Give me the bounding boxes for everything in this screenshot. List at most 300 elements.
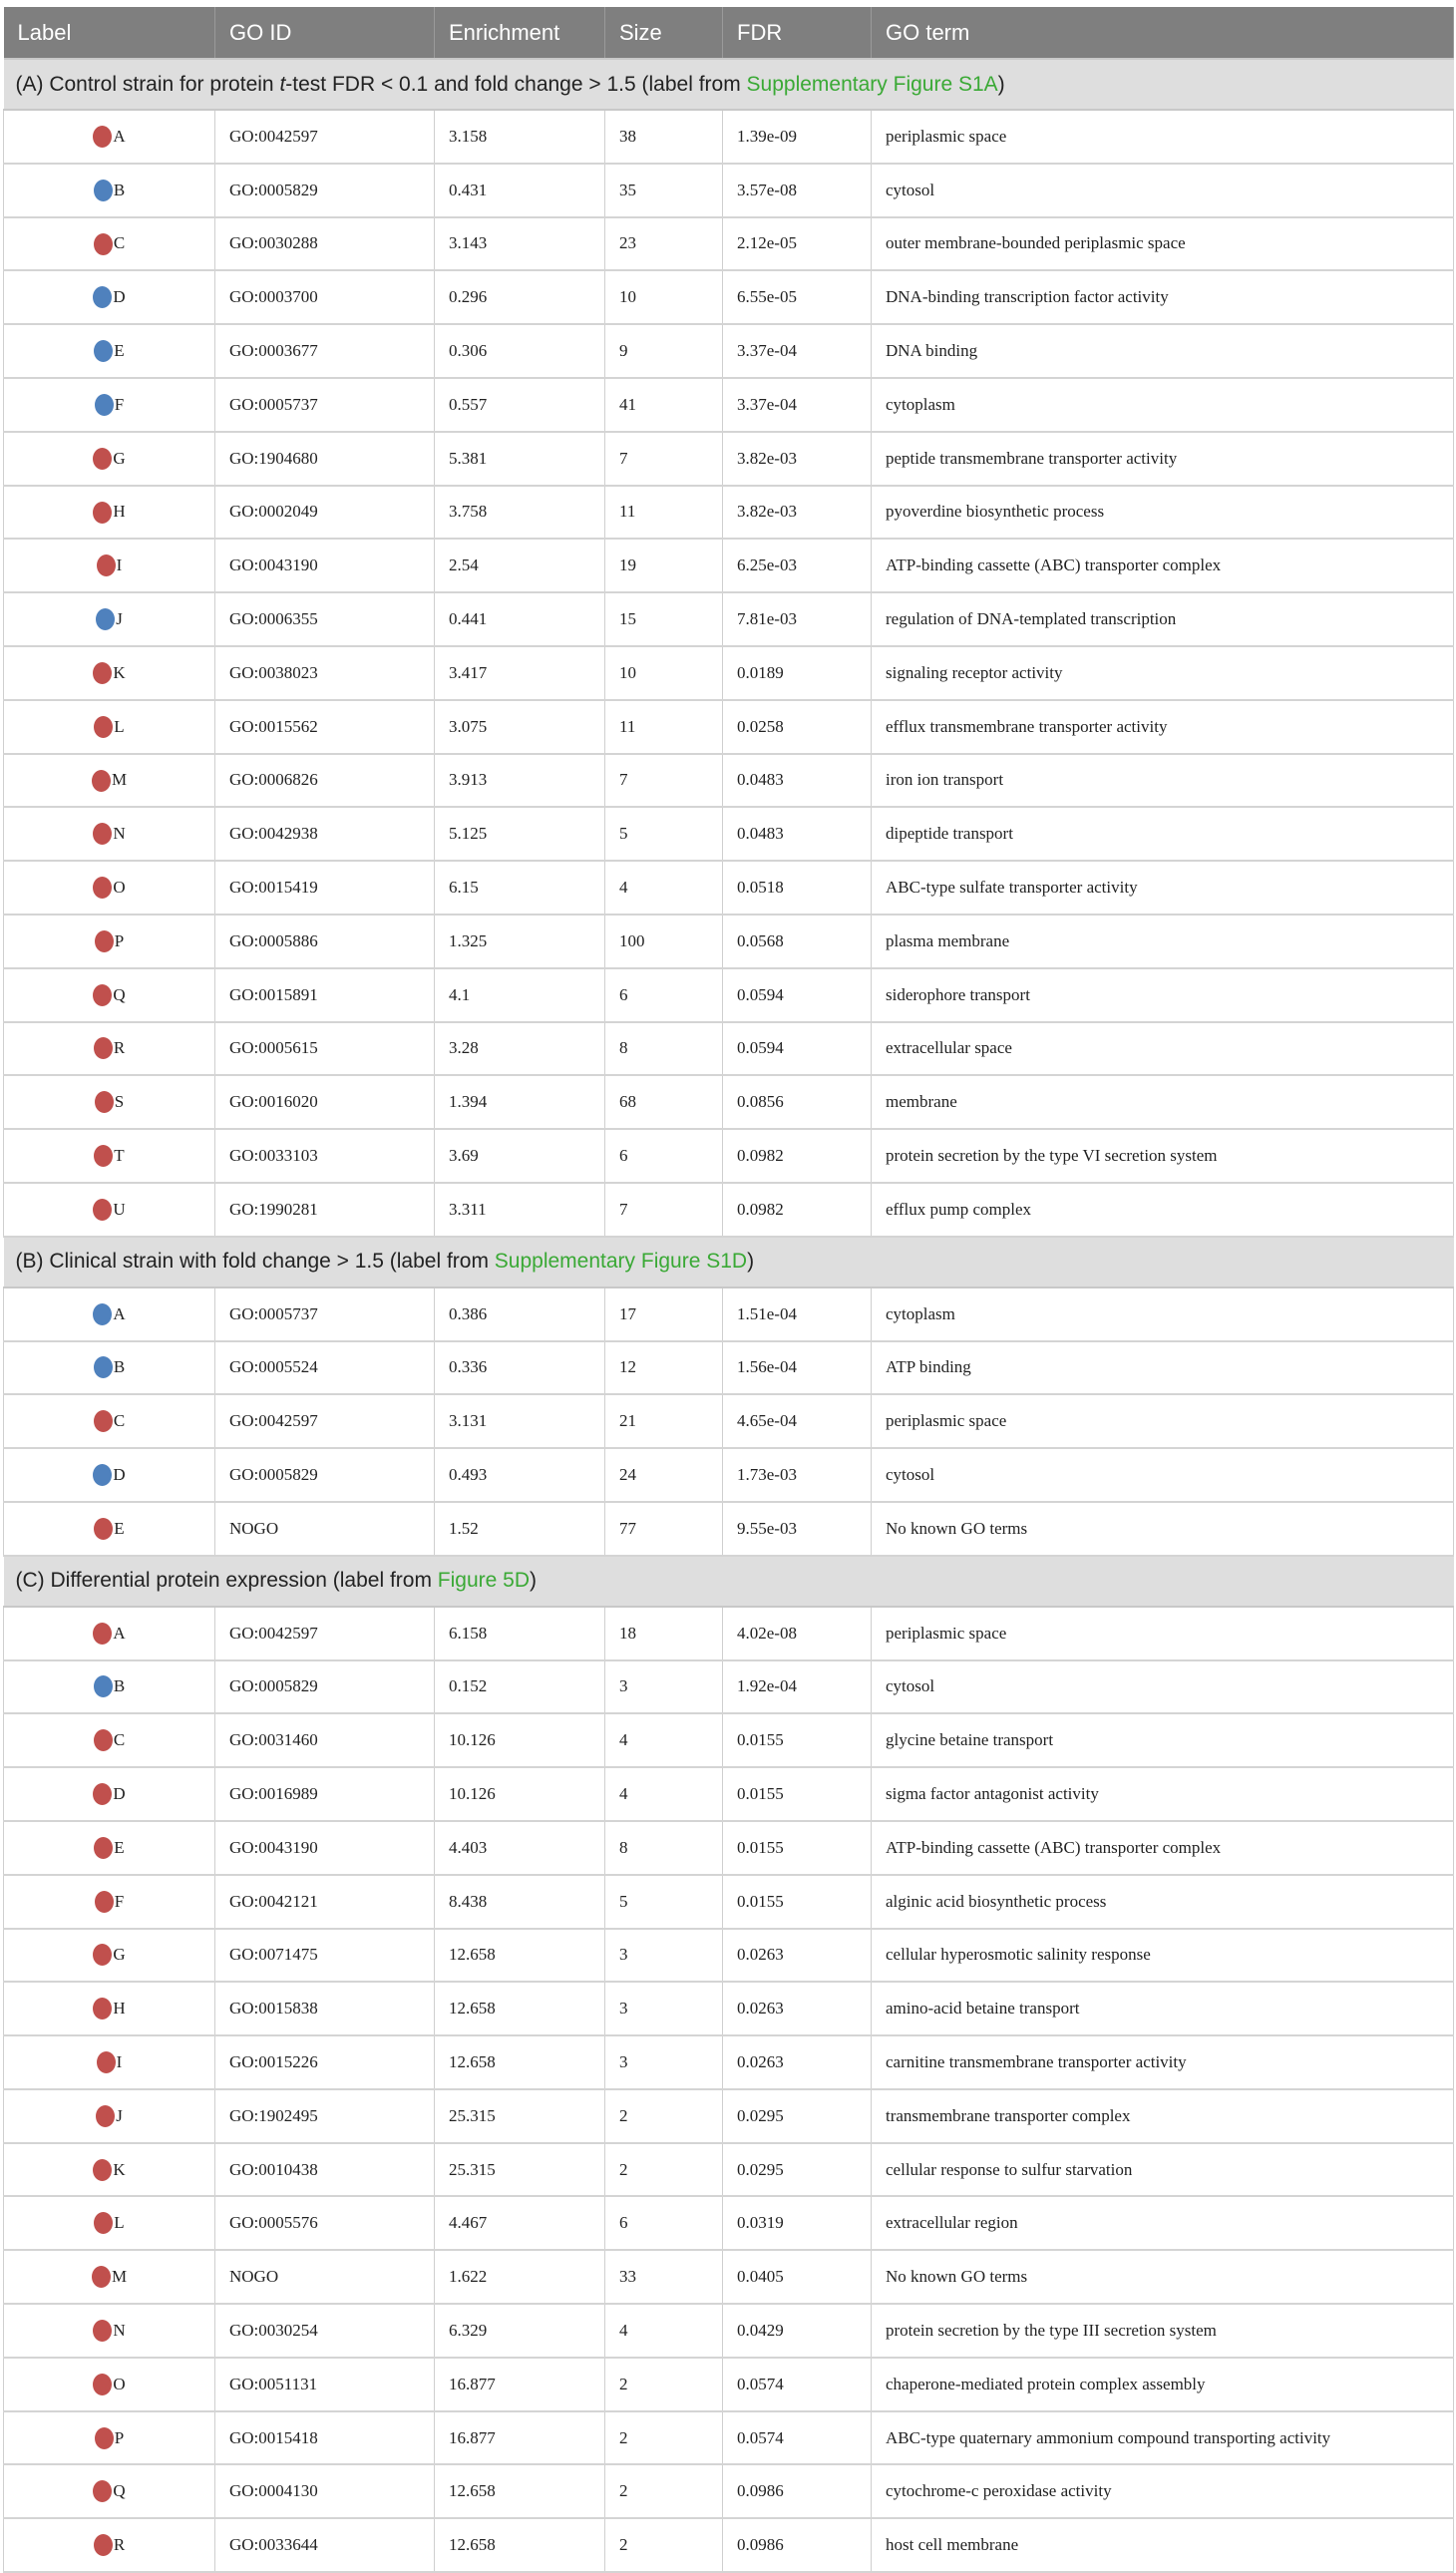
size-cell: 38 [605,110,723,164]
go-term-cell: No known GO terms [872,1502,1454,1556]
row-label: O [113,2374,126,2393]
row-label: P [114,2427,125,2447]
enrichment-cell: 3.158 [435,110,605,164]
row-label: J [116,2105,123,2125]
red-circle-icon [92,2266,111,2288]
size-cell: 9 [605,324,723,378]
enrichment-cell: 12.658 [435,2518,605,2572]
red-circle-icon [94,1729,113,1751]
enrichment-cell: 0.152 [435,1660,605,1714]
figure-link[interactable]: Supplementary Figure S1A [746,72,998,96]
fdr-cell: 0.0856 [723,1075,872,1129]
go-id-cell: GO:0015226 [215,2035,435,2089]
red-circle-icon [93,1199,112,1221]
section-title-prefix: (B) Clinical strain with fold change > 1.5 (label from [15,1250,495,1274]
fdr-cell: 0.0483 [723,807,872,861]
row-label: K [113,2159,126,2179]
go-id-cell: GO:0030254 [215,2304,435,2358]
table-row [4,539,1454,592]
table-row [4,700,1454,754]
go-id-cell: GO:0005829 [215,164,435,217]
go-id-cell: GO:0015562 [215,700,435,754]
enrichment-cell: 1.394 [435,1075,605,1129]
label-cell [4,1713,215,1767]
row-label: B [113,1676,126,1696]
fdr-cell: 0.0429 [723,2304,872,2358]
blue-circle-icon [93,1464,112,1486]
go-id-cell: GO:0038023 [215,646,435,700]
go-id-cell: GO:0042938 [215,807,435,861]
row-label: I [116,555,123,575]
row-label: P [114,930,125,950]
size-cell: 68 [605,1075,723,1129]
go-term-cell: plasma membrane [872,915,1454,968]
label-cell [4,646,215,700]
fdr-cell: 3.82e-03 [723,486,872,540]
enrichment-cell: 0.386 [435,1287,605,1341]
size-cell: 24 [605,1448,723,1502]
blue-circle-icon [96,608,115,630]
fdr-cell: 0.0258 [723,700,872,754]
go-id-cell: GO:0005829 [215,1448,435,1502]
fdr-cell: 0.0295 [723,2143,872,2197]
label-cell [4,2518,215,2572]
fdr-cell: 1.92e-04 [723,1660,872,1714]
go-term-cell: ATP-binding cassette (ABC) transporter complex [872,1821,1454,1875]
row-label: M [111,770,128,790]
size-cell: 7 [605,1183,723,1237]
row-label: F [114,1891,125,1911]
enrichment-cell: 0.306 [435,324,605,378]
label-cell [4,1341,215,1395]
table-row [4,164,1454,217]
go-id-cell: GO:1990281 [215,1183,435,1237]
label-cell [4,539,215,592]
go-id-cell: NOGO [215,2250,435,2304]
fdr-cell: 0.0594 [723,968,872,1022]
label-cell [4,1982,215,2035]
fdr-cell: 0.0483 [723,754,872,808]
go-id-cell: GO:0005737 [215,1287,435,1341]
go-term-cell: regulation of DNA-templated transcription [872,592,1454,646]
row-label: H [113,502,126,522]
go-id-cell: GO:0002049 [215,486,435,540]
enrichment-cell: 4.467 [435,2196,605,2250]
row-label: I [116,2052,123,2072]
size-cell: 23 [605,217,723,271]
fdr-cell: 0.0295 [723,2089,872,2143]
fdr-cell: 0.0263 [723,1982,872,2035]
enrichment-cell: 12.658 [435,1929,605,1983]
size-cell: 19 [605,539,723,592]
fdr-cell: 1.51e-04 [723,1287,872,1341]
row-label: D [113,287,126,307]
label-cell [4,592,215,646]
row-label: C [113,1730,126,1750]
label-cell [4,1502,215,1556]
table-row [4,915,1454,968]
enrichment-cell: 25.315 [435,2143,605,2197]
row-label: A [113,1303,126,1323]
go-term-cell: transmembrane transporter complex [872,2089,1454,2143]
label-cell [4,486,215,540]
blue-circle-icon [95,394,114,416]
fdr-cell: 7.81e-03 [723,592,872,646]
row-label: U [113,1199,126,1219]
go-id-cell: GO:0051131 [215,2358,435,2411]
blue-circle-icon [94,1356,113,1378]
enrichment-cell: 3.143 [435,217,605,271]
red-circle-icon [93,823,112,845]
table-row [4,1502,1454,1556]
label-cell [4,915,215,968]
go-term-cell: sigma factor antagonist activity [872,1767,1454,1821]
size-cell: 8 [605,1022,723,1076]
go-id-cell: GO:0015838 [215,1982,435,2035]
red-circle-icon [93,448,112,470]
table-row [4,1129,1454,1183]
red-circle-icon [93,1998,112,2020]
go-id-cell: GO:0015891 [215,968,435,1022]
enrichment-cell: 5.381 [435,432,605,486]
go-term-cell: outer membrane-bounded periplasmic space [872,217,1454,271]
size-cell: 7 [605,754,723,808]
table-row [4,1022,1454,1076]
row-label: S [114,1092,125,1112]
size-cell: 3 [605,1660,723,1714]
go-id-cell: GO:0042597 [215,1607,435,1660]
go-term-cell: ATP binding [872,1341,1454,1395]
enrichment-cell: 0.336 [435,1341,605,1395]
red-circle-icon [95,2427,114,2449]
label-cell [4,1821,215,1875]
fdr-cell: 0.0319 [723,2196,872,2250]
table-row [4,1341,1454,1395]
fdr-cell: 1.39e-09 [723,110,872,164]
size-cell: 35 [605,164,723,217]
go-term-cell: cellular response to sulfur starvation [872,2143,1454,2197]
row-label: C [113,1411,126,1431]
fdr-cell: 0.0594 [723,1022,872,1076]
row-label: K [113,662,126,682]
section-title-mid: -test FDR < 0.1 and fold change > 1.5 (label from [285,72,747,96]
label-cell [4,1929,215,1983]
size-cell: 2 [605,2358,723,2411]
enrichment-cell: 3.28 [435,1022,605,1076]
label-cell [4,807,215,861]
go-term-cell: peptide transmembrane transporter activity [872,432,1454,486]
fdr-cell: 0.0405 [723,2250,872,2304]
go-term-cell: dipeptide transport [872,807,1454,861]
fdr-cell: 0.0155 [723,1767,872,1821]
table-row [4,1660,1454,1714]
figure-link[interactable]: Figure 5D [437,1569,530,1593]
label-cell [4,1022,215,1076]
table-row [4,1875,1454,1929]
table-row [4,110,1454,164]
blue-circle-icon [94,340,113,362]
fdr-cell: 0.0155 [723,1875,872,1929]
fdr-cell: 9.55e-03 [723,1502,872,1556]
size-cell: 11 [605,700,723,754]
go-id-cell: GO:0005615 [215,1022,435,1076]
fdr-cell: 3.57e-08 [723,164,872,217]
row-label: N [113,2321,126,2341]
go-id-cell: GO:0006826 [215,754,435,808]
header-label: Label [4,7,215,59]
red-circle-icon [94,1837,113,1859]
enrichment-cell: 3.913 [435,754,605,808]
table-row [4,2143,1454,2197]
size-cell: 2 [605,2143,723,2197]
label-cell [4,217,215,271]
label-cell [4,2464,215,2518]
blue-circle-icon [93,1303,112,1325]
go-term-cell: pyoverdine biosynthetic process [872,486,1454,540]
label-cell [4,2196,215,2250]
go-term-cell: ABC-type quaternary ammonium compound transporting activity [872,2411,1454,2465]
size-cell: 33 [605,2250,723,2304]
size-cell: 4 [605,1767,723,1821]
go-id-cell: GO:1904680 [215,432,435,486]
row-label: F [114,394,125,414]
size-cell: 3 [605,1929,723,1983]
fdr-cell: 0.0189 [723,646,872,700]
table-row [4,486,1454,540]
go-term-cell: carnitine transmembrane transporter activity [872,2035,1454,2089]
figure-link[interactable]: Supplementary Figure S1D [494,1250,748,1274]
section-header-row [4,1556,1454,1607]
section-title-suffix: ) [747,1250,755,1274]
enrichment-cell: 6.15 [435,861,605,915]
red-circle-icon [93,126,112,148]
section-title-prefix: (C) Differential protein expression (label from [15,1569,438,1593]
row-label: H [113,1999,126,2019]
section-title [4,59,1454,110]
header-go-term: GO term [872,7,1454,59]
fdr-cell: 0.0263 [723,2035,872,2089]
label-cell [4,861,215,915]
table-row [4,1929,1454,1983]
fdr-cell: 3.37e-04 [723,378,872,432]
row-label: E [114,1837,125,1857]
label-cell [4,2143,215,2197]
fdr-cell: 4.02e-08 [723,1607,872,1660]
size-cell: 6 [605,1129,723,1183]
go-id-cell: GO:0004130 [215,2464,435,2518]
red-circle-icon [93,2480,112,2502]
table-row [4,2250,1454,2304]
table-row [4,1982,1454,2035]
go-term-cell: iron ion transport [872,754,1454,808]
go-term-cell: DNA binding [872,324,1454,378]
header-go-id: GO ID [215,7,435,59]
table-row [4,592,1454,646]
size-cell: 2 [605,2411,723,2465]
go-id-cell: GO:0005576 [215,2196,435,2250]
go-id-cell: GO:0043190 [215,1821,435,1875]
red-circle-icon [93,877,112,899]
section-title-italic: t [279,72,286,96]
label-cell [4,324,215,378]
go-term-cell: siderophore transport [872,968,1454,1022]
fdr-cell: 0.0518 [723,861,872,915]
size-cell: 2 [605,2518,723,2572]
red-circle-icon [93,2374,112,2395]
table-row [4,270,1454,324]
label-cell [4,968,215,1022]
red-circle-icon [94,1037,113,1059]
enrichment-cell: 1.325 [435,915,605,968]
go-term-cell: extracellular space [872,1022,1454,1076]
header-size: Size [605,7,723,59]
table-row [4,2196,1454,2250]
row-label: R [113,2535,126,2555]
blue-circle-icon [93,286,112,308]
label-cell [4,2411,215,2465]
go-id-cell: GO:0005829 [215,1660,435,1714]
table-row [4,378,1454,432]
enrichment-cell: 16.877 [435,2411,605,2465]
label-cell [4,2035,215,2089]
table-row [4,861,1454,915]
enrichment-cell: 0.296 [435,270,605,324]
table-row [4,1607,1454,1660]
size-cell: 3 [605,1982,723,2035]
section-header-row [4,59,1454,110]
label-cell [4,270,215,324]
red-circle-icon [95,930,114,952]
row-label: N [113,824,126,844]
row-label: Q [113,2481,126,2501]
fdr-cell: 0.0574 [723,2358,872,2411]
fdr-cell: 3.37e-04 [723,324,872,378]
fdr-cell: 0.0986 [723,2518,872,2572]
table-row [4,2518,1454,2572]
table-row [4,1767,1454,1821]
table-row [4,646,1454,700]
red-circle-icon [93,1623,112,1645]
label-cell [4,754,215,808]
label-cell [4,1287,215,1341]
size-cell: 7 [605,432,723,486]
fdr-cell: 0.0568 [723,915,872,968]
size-cell: 6 [605,2196,723,2250]
red-circle-icon [95,1891,114,1913]
enrichment-cell: 4.403 [435,1821,605,1875]
size-cell: 21 [605,1394,723,1448]
size-cell: 18 [605,1607,723,1660]
go-enrichment-table [3,7,1454,2573]
red-circle-icon [93,662,112,684]
enrichment-cell: 0.493 [435,1448,605,1502]
go-term-cell: ABC-type sulfate transporter activity [872,861,1454,915]
go-term-cell: periplasmic space [872,1394,1454,1448]
enrichment-cell: 0.431 [435,164,605,217]
go-id-cell: GO:0042597 [215,1394,435,1448]
table-body [4,59,1454,2572]
fdr-cell: 4.65e-04 [723,1394,872,1448]
row-label: A [113,1623,126,1643]
label-cell [4,2250,215,2304]
go-id-cell: GO:0033103 [215,1129,435,1183]
enrichment-cell: 10.126 [435,1767,605,1821]
go-id-cell: GO:0015418 [215,2411,435,2465]
enrichment-cell: 0.557 [435,378,605,432]
section-title-suffix: ) [529,1569,537,1593]
go-id-cell: NOGO [215,1502,435,1556]
red-circle-icon [94,1145,113,1167]
fdr-cell: 0.0982 [723,1129,872,1183]
go-term-cell: efflux transmembrane transporter activity [872,700,1454,754]
go-id-cell: GO:1902495 [215,2089,435,2143]
table-row [4,2358,1454,2411]
go-id-cell: GO:0005737 [215,378,435,432]
enrichment-cell: 1.622 [435,2250,605,2304]
label-cell [4,1875,215,1929]
size-cell: 77 [605,1502,723,1556]
label-cell [4,1183,215,1237]
go-id-cell: GO:0042121 [215,1875,435,1929]
label-cell [4,378,215,432]
go-term-cell: cellular hyperosmotic salinity response [872,1929,1454,1983]
go-id-cell: GO:0003700 [215,270,435,324]
size-cell: 6 [605,968,723,1022]
row-label: C [113,233,126,253]
red-circle-icon [92,770,111,792]
fdr-cell: 0.0982 [723,1183,872,1237]
table-row [4,1075,1454,1129]
table-row [4,1713,1454,1767]
enrichment-cell: 3.758 [435,486,605,540]
size-cell: 4 [605,1713,723,1767]
go-term-cell: cytosol [872,1660,1454,1714]
table-row [4,432,1454,486]
go-term-cell: efflux pump complex [872,1183,1454,1237]
label-cell [4,2358,215,2411]
red-circle-icon [93,502,112,524]
row-label: R [113,1038,126,1058]
row-label: G [113,1945,126,1965]
go-id-cell: GO:0071475 [215,1929,435,1983]
go-term-cell: cytoplasm [872,378,1454,432]
fdr-cell: 0.0263 [723,1929,872,1983]
label-cell [4,1660,215,1714]
size-cell: 8 [605,1821,723,1875]
go-id-cell: GO:0010438 [215,2143,435,2197]
enrichment-cell: 16.877 [435,2358,605,2411]
go-id-cell: GO:0030288 [215,217,435,271]
fdr-cell: 3.82e-03 [723,432,872,486]
enrichment-cell: 6.329 [435,2304,605,2358]
table-row [4,1448,1454,1502]
row-label: E [114,341,125,361]
enrichment-cell: 3.311 [435,1183,605,1237]
go-term-cell: periplasmic space [872,110,1454,164]
size-cell: 15 [605,592,723,646]
section-title-prefix: (A) Control strain for protein [15,72,280,96]
fdr-cell: 6.55e-05 [723,270,872,324]
table-row [4,1821,1454,1875]
go-term-cell: signaling receptor activity [872,646,1454,700]
red-circle-icon [95,1091,114,1113]
size-cell: 2 [605,2464,723,2518]
size-cell: 10 [605,270,723,324]
enrichment-cell: 3.69 [435,1129,605,1183]
enrichment-cell: 3.131 [435,1394,605,1448]
red-circle-icon [97,554,116,576]
go-term-cell: cytosol [872,1448,1454,1502]
